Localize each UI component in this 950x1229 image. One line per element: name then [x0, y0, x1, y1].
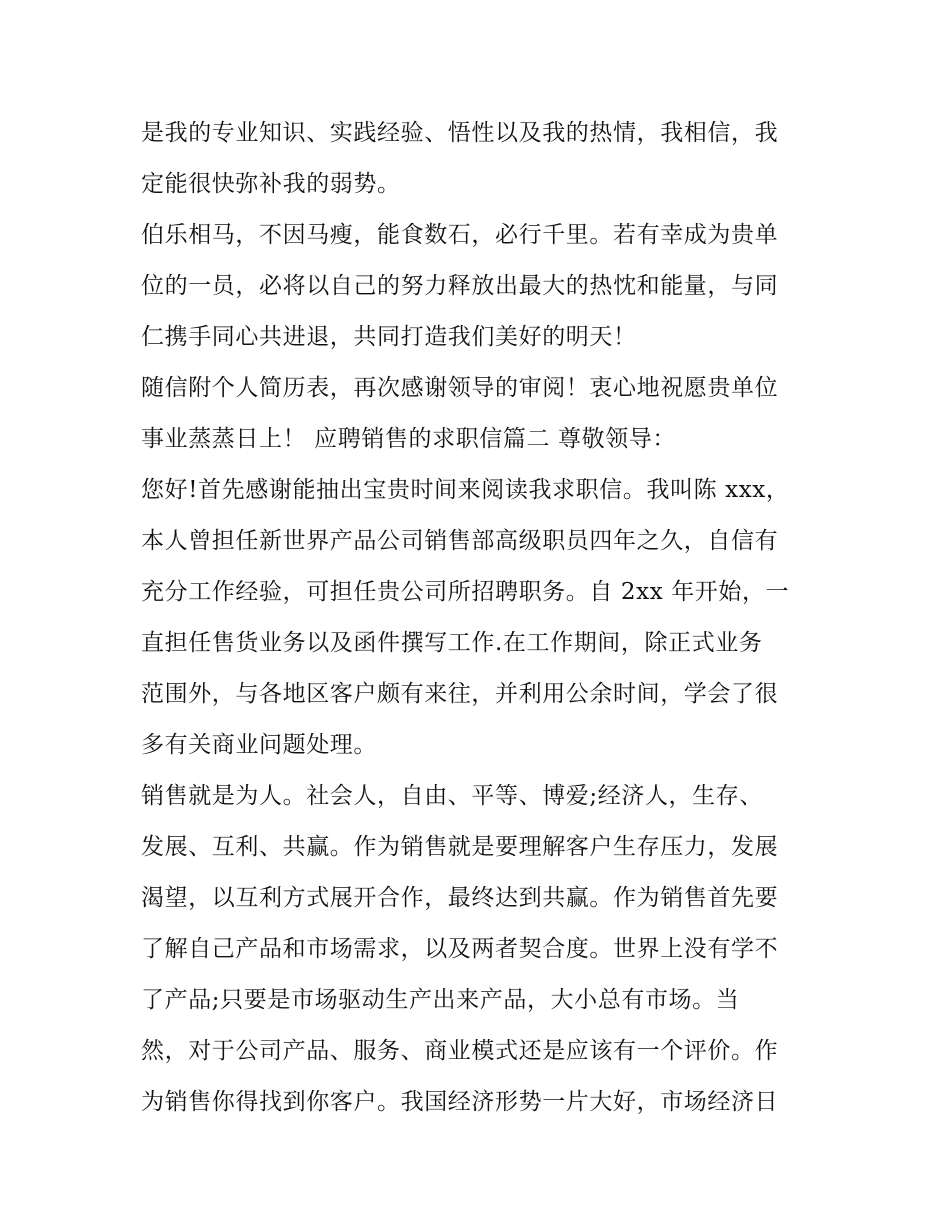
text-line: 仁携手同心共进退，共同打造我们美好的明天！ — [141, 324, 637, 350]
text-line: 伯乐相马，不因马瘦，能食数石，必行千里。若有幸成为贵单 — [141, 222, 779, 248]
text-line: 多有关商业问题处理。 — [141, 732, 377, 758]
text-line: 范围外，与各地区客户颇有来往，并利用公余时间，学会了很 — [141, 681, 779, 707]
text-line: 随信附个人简历表，再次感谢领导的审阅！衷心地祝愿贵单位 — [141, 375, 779, 401]
text-line: 是我的专业知识、实践经验、悟性以及我的热情，我相信，我 — [141, 120, 779, 146]
text-line: 了解自己产品和市场需求，以及两者契合度。世界上没有学不 — [141, 936, 779, 962]
text-line: 渴望，以互利方式展开合作，最终达到共赢。作为销售首先要 — [141, 885, 779, 911]
text-line: 本人曾担任新世界产品公司销售部高级职员四年之久，自信有 — [141, 528, 779, 554]
text-line: 事业蒸蒸日上！ 应聘销售的求职信篇二 尊敬领导： — [141, 426, 677, 452]
text-line: 然，对于公司产品、服务、商业模式还是应该有一个评价。作 — [141, 1038, 779, 1064]
text-line: 位的一员，必将以自己的努力释放出最大的热忱和能量，与同 — [141, 273, 779, 299]
text-line: 为销售你得找到你客户。我国经济形势一片大好，市场经济日 — [141, 1089, 779, 1115]
text-line: 了产品;只要是市场驱动生产出来产品，大小总有市场。当 — [141, 987, 740, 1013]
text-line: 充分工作经验，可担任贵公司所招聘职务。自 2xx 年开始，一 — [141, 579, 790, 605]
text-line: 发展、互利、共赢。作为销售就是要理解客户生存压力，发展 — [141, 834, 779, 860]
text-line: 销售就是为人。社会人，自由、平等、博爱;经济人，生存、 — [141, 783, 763, 809]
text-line: 您好!首先感谢能抽出宝贵时间来阅读我求职信。我叫陈 xxx， — [141, 477, 790, 503]
text-line: 定能很快弥补我的弱势。 — [141, 171, 401, 197]
document-body — [141, 108, 821, 1128]
text-line: 直担任售货业务以及函件撰写工作.在工作期间，除正式业务 — [141, 630, 763, 656]
